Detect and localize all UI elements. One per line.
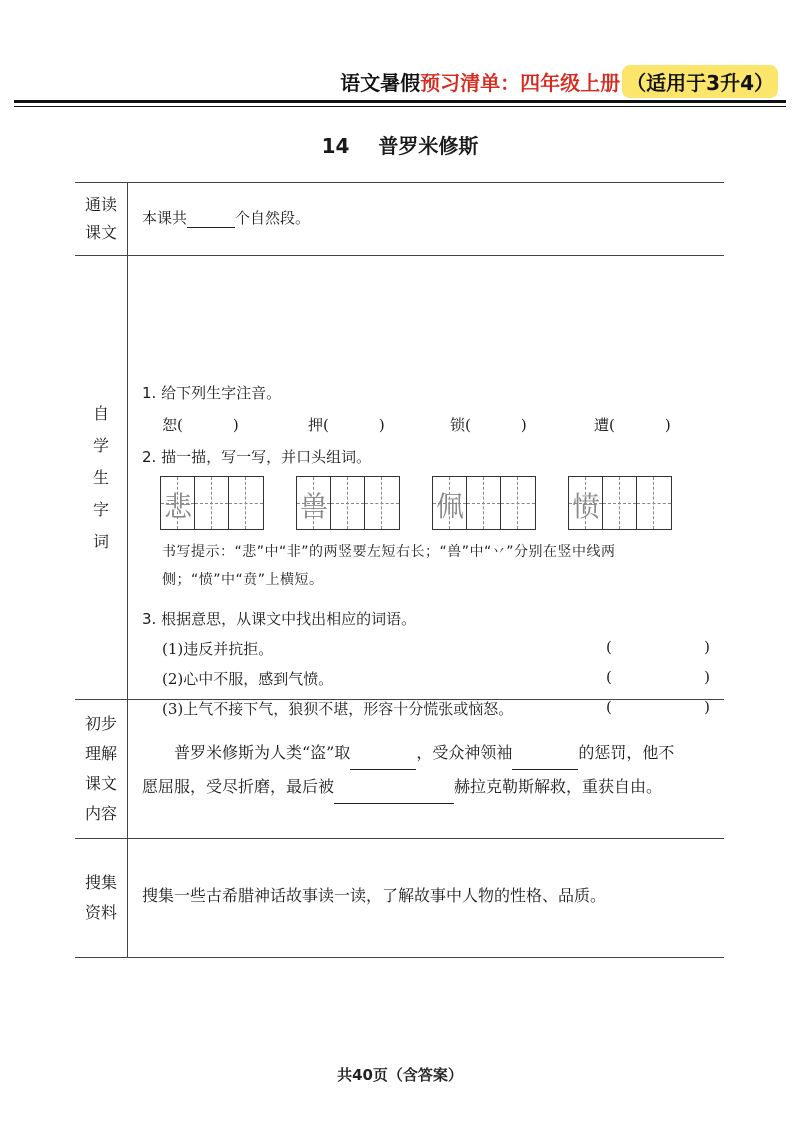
write-cell[interactable] (195, 477, 229, 529)
worksheet-table (75, 182, 724, 958)
row-self-study (75, 256, 724, 718)
read-content (128, 183, 724, 255)
row-label-read: 通读 课文 (75, 183, 128, 255)
write-cell[interactable] (603, 477, 637, 529)
trace-cell: 悲 (161, 477, 195, 529)
header-rule-thick (14, 100, 786, 103)
fill-blank[interactable] (334, 785, 454, 804)
write-cell[interactable] (229, 477, 263, 529)
understand-content (128, 700, 724, 838)
grade-badge: （适用于3升4） (622, 65, 778, 98)
row-read-text (75, 183, 724, 256)
page-header (340, 62, 778, 100)
row-label-understand: 初步 理解 课文 内容 (75, 700, 128, 838)
lesson-number: 14 (321, 134, 350, 158)
pinyin-blank[interactable] (615, 419, 665, 436)
meaning-item: (1)违反并抗拒。 (162, 640, 274, 658)
fill-blank[interactable] (350, 751, 416, 770)
writing-grid (568, 476, 672, 530)
summary-paragraph: 普罗米修斯为人类“盗”取 ，受众神领袖 的惩罚，他不 愿屈服，受尽折磨，最后被 赫拉克勒斯解救，重获自由。 (142, 736, 702, 804)
pinyin-item: 遭( ) (594, 416, 671, 434)
pinyin-blank[interactable] (183, 419, 233, 436)
pinyin-blank[interactable] (471, 419, 521, 436)
pinyin-item: 恕( ) (162, 416, 239, 434)
paragraph-count-blank[interactable] (187, 211, 235, 229)
answer-blank[interactable]: ( ) (606, 698, 710, 716)
q3-title: 3. 根据意思，从课文中找出相应的词语。 (142, 610, 417, 628)
self-study-content (128, 256, 724, 718)
pinyin-blank[interactable] (329, 419, 379, 436)
collect-text: 搜集一些古希腊神话故事读一读，了解故事中人物的性格、品质。 (142, 886, 607, 905)
meaning-item: (3)上气不接下气，狼狈不堪，形容十分慌张或恼怒。 (162, 700, 514, 718)
write-cell[interactable] (331, 477, 365, 529)
writing-grid (432, 476, 536, 530)
trace-cell: 愤 (569, 477, 603, 529)
row-collect (75, 839, 724, 958)
writing-grid (296, 476, 400, 530)
writing-grid (160, 476, 264, 530)
write-cell[interactable] (501, 477, 535, 529)
q2-title: 2. 描一描，写一写，并口头组词。 (142, 448, 372, 466)
row-understand (75, 700, 724, 839)
q1-title: 1. 给下列生字注音。 (142, 384, 282, 402)
write-cell[interactable] (637, 477, 671, 529)
lesson-title (0, 130, 800, 159)
trace-cell: 佩 (433, 477, 467, 529)
pinyin-item: 押( ) (308, 416, 385, 434)
header-rule-thin (14, 106, 786, 107)
fill-blank[interactable] (512, 751, 578, 770)
answer-blank[interactable]: ( ) (606, 668, 710, 686)
header-title-black: 语文暑假 (340, 70, 421, 95)
trace-cell: 兽 (297, 477, 331, 529)
writing-hint: 书写提示：“悲”中“非”的两竖要左短右长；“兽”中“丷”分别在竖中线两 侧；“愤”中“贲”上横短。 (162, 544, 616, 588)
row-label-collect: 搜集 资料 (75, 839, 128, 957)
paragraph-count-question: 本课共 个自然段。 (142, 209, 311, 227)
lesson-name: 普罗米修斯 (378, 134, 479, 158)
pinyin-item: 锁( ) (450, 416, 527, 434)
write-cell[interactable] (467, 477, 501, 529)
answer-blank[interactable]: ( ) (606, 638, 710, 656)
collect-content (128, 839, 724, 957)
write-cell[interactable] (365, 477, 399, 529)
row-label-self-study: 自 学 生 字 词 (75, 256, 128, 699)
header-title-red: 预习清单：四年级上册 (420, 70, 621, 95)
page-footer: 共40页（含答案） (337, 1066, 463, 1084)
meaning-item: (2)心中不服，感到气愤。 (162, 670, 334, 688)
